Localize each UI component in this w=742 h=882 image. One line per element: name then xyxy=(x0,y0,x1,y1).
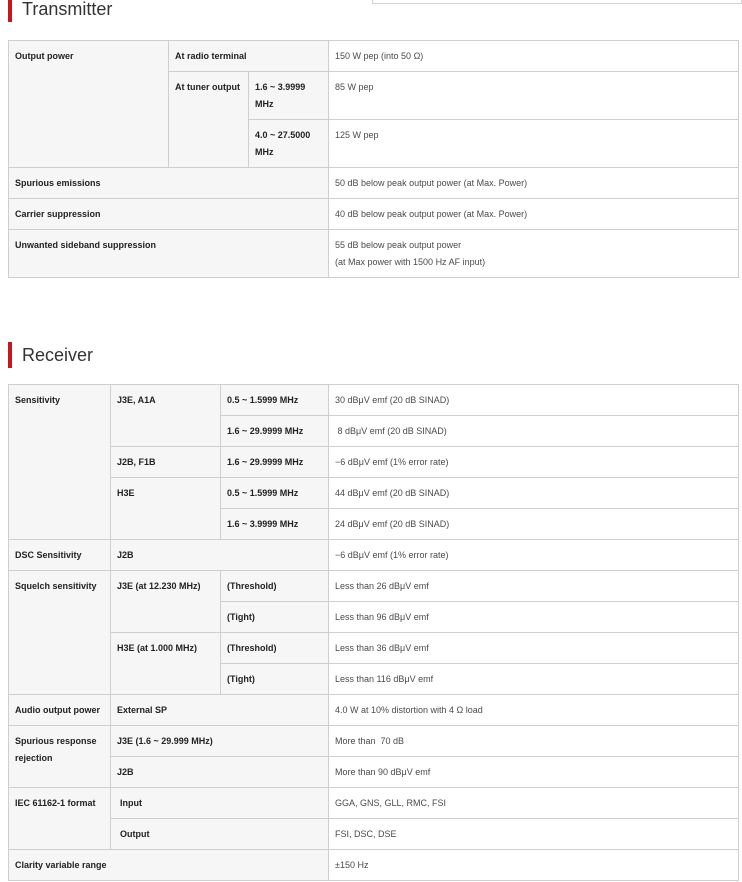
table-row xyxy=(9,633,739,664)
squelch-value: Less than 26 dBμV emf xyxy=(329,571,739,602)
sensitivity-value: 24 dBμV emf (20 dB SINAD) xyxy=(329,509,739,540)
frequency-range-label: 4.0 ~ 27.5000 MHz xyxy=(255,130,311,157)
table-row xyxy=(9,757,739,788)
radio-terminal-label: At radio terminal xyxy=(169,41,329,72)
io-label: Input xyxy=(111,788,329,819)
heading-accent-bar xyxy=(8,0,12,22)
unwanted-sideband-value xyxy=(329,230,739,278)
tuner-output-value: 85 W pep xyxy=(329,72,739,120)
sensitivity-value: −6 dBμV emf (1% error rate) xyxy=(329,447,739,478)
unwanted-sideband-label: Unwanted sideband suppression xyxy=(9,230,329,278)
receiver-heading xyxy=(8,342,308,368)
frequency-range-cell xyxy=(249,120,329,168)
clarity-range-value: ±150 Hz xyxy=(329,850,739,881)
heading-accent-bar xyxy=(8,342,12,368)
tuner-output-label: At tuner output xyxy=(169,72,249,168)
iec-format-value: GGA, GNS, GLL, RMC, FSI xyxy=(329,788,739,819)
iec-format-value: FSI, DSC, DSE xyxy=(329,819,739,850)
mode-label: H3E (at 1.000 MHz) xyxy=(111,633,221,695)
table-row xyxy=(9,168,739,199)
output-power-label: Output power xyxy=(9,41,169,168)
sensitivity-value: 44 dBμV emf (20 dB SINAD) xyxy=(329,478,739,509)
frequency-range-label: 0.5 ~ 1.5999 MHz xyxy=(221,478,329,509)
frequency-range-label: 1.6 ~ 3.9999 MHz xyxy=(255,82,306,109)
squelch-level-label: (Tight) xyxy=(221,602,329,633)
squelch-level-label: (Tight) xyxy=(221,664,329,695)
audio-output-label: Audio output power xyxy=(9,695,111,726)
table-row xyxy=(9,788,739,819)
frequency-range-cell xyxy=(249,72,329,120)
frequency-range-label: 1.6 ~ 29.9999 MHz xyxy=(221,416,329,447)
dsc-sensitivity-value: −6 dBμV emf (1% error rate) xyxy=(329,540,739,571)
squelch-value: Less than 36 dBμV emf xyxy=(329,633,739,664)
audio-output-value: 4.0 W at 10% distortion with 4 Ω load xyxy=(329,695,739,726)
io-label: Output xyxy=(111,819,329,850)
mode-label: J3E (at 12.230 MHz) xyxy=(111,571,221,633)
table-row xyxy=(9,385,739,416)
receiver-title: Receiver xyxy=(22,345,94,365)
mode-label: H3E xyxy=(111,478,221,540)
sensitivity-value: 8 dBμV emf (20 dB SINAD) xyxy=(329,416,739,447)
table-row xyxy=(9,850,739,881)
tuner-output-value: 125 W pep xyxy=(329,120,739,168)
squelch-value: Less than 116 dBμV emf xyxy=(329,664,739,695)
table-row xyxy=(9,478,739,509)
frequency-range-label: 1.6 ~ 29.9999 MHz xyxy=(221,447,329,478)
value-line: (at Max power with 1500 Hz AF input) xyxy=(335,257,486,267)
table-row xyxy=(9,447,739,478)
dsc-sensitivity-label: DSC Sensitivity xyxy=(9,540,111,571)
spurious-response-value: More than 70 dB xyxy=(329,726,739,757)
squelch-value: Less than 96 dBμV emf xyxy=(329,602,739,633)
receiver-spec-table xyxy=(8,384,739,881)
mode-label: J2B xyxy=(111,757,329,788)
table-row xyxy=(9,819,739,850)
mode-label: J2B, F1B xyxy=(111,447,221,478)
squelch-sensitivity-label: Squelch sensitivity xyxy=(9,571,111,695)
spurious-emissions-value: 50 dB below peak output power (at Max. Power) xyxy=(329,168,739,199)
frequency-range-label: 1.6 ~ 3.9999 MHz xyxy=(221,509,329,540)
value-line: 55 dB below peak output power xyxy=(335,240,462,250)
sensitivity-value: 30 dBμV emf (20 dB SINAD) xyxy=(329,385,739,416)
table-row xyxy=(9,695,739,726)
iec-format-label: IEC 61162-1 format xyxy=(9,788,111,850)
spurious-response-label: Spurious response rejection xyxy=(9,726,111,788)
spurious-response-value: More than 90 dBμV emf xyxy=(329,757,739,788)
table-row xyxy=(9,230,739,278)
sensitivity-label: Sensitivity xyxy=(9,385,111,540)
mode-label: External SP xyxy=(111,695,329,726)
spurious-emissions-label: Spurious emissions xyxy=(9,168,329,199)
table-row xyxy=(9,726,739,757)
mode-label: J3E, A1A xyxy=(111,385,221,447)
radio-terminal-value: 150 W pep (into 50 Ω) xyxy=(329,41,739,72)
mode-label: J3E (1.6 ~ 29.999 MHz) xyxy=(111,726,329,757)
frequency-range-label: 0.5 ~ 1.5999 MHz xyxy=(221,385,329,416)
mode-label: J2B xyxy=(111,540,329,571)
transmitter-title: Transmitter xyxy=(22,0,113,19)
table-row xyxy=(9,540,739,571)
table-row xyxy=(9,41,739,72)
top-panel-edge xyxy=(372,0,742,4)
table-row xyxy=(9,571,739,602)
clarity-range-label: Clarity variable range xyxy=(9,850,329,881)
carrier-suppression-value: 40 dB below peak output power (at Max. Power) xyxy=(329,199,739,230)
carrier-suppression-label: Carrier suppression xyxy=(9,199,329,230)
table-row xyxy=(9,199,739,230)
squelch-level-label: (Threshold) xyxy=(221,633,329,664)
transmitter-spec-table xyxy=(8,40,739,278)
squelch-level-label: (Threshold) xyxy=(221,571,329,602)
transmitter-heading xyxy=(8,0,308,22)
